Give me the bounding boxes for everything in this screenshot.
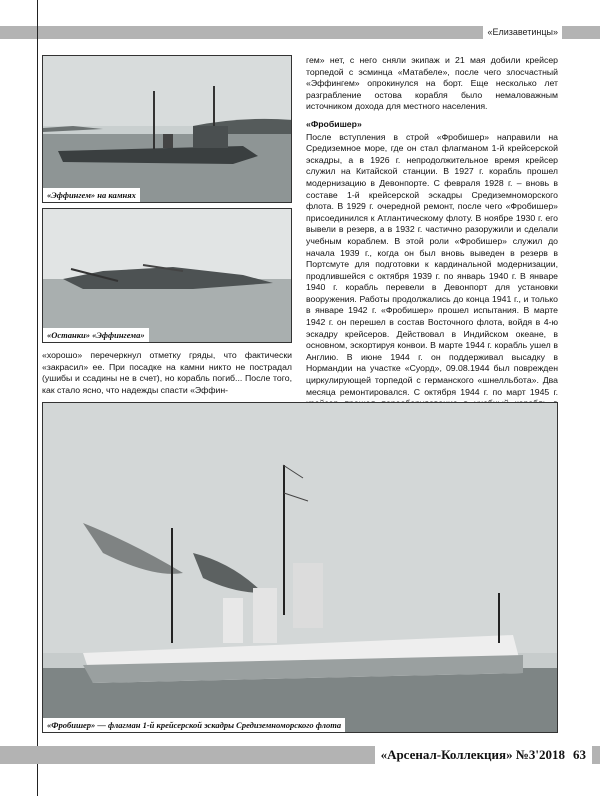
photo-effingham-rocks-image (43, 56, 292, 203)
photo-effingham-remains-image (43, 209, 292, 343)
left-column-text (42, 350, 292, 396)
caption-middle-photo: «Останки» «Эффингема» (43, 328, 149, 342)
page-number: 63 (573, 747, 586, 762)
photo-effingham-rocks (42, 55, 292, 203)
frobisher-history-paragraph: После вступления в строй «Фробишер» направили на Средиземное море, где он стал флагманом 1-й крейсерской эскадры, а в 1926 г. непродолжительное время крейсер служил на Китайской станции. В 1927 г. корабль прошел модернизацию в Девонпорте. С февраля 1928 г. – вновь в составе 1-й крейсерской эскадры Средиземноморского флота. В 1929 г. очередной ремонт, после чего «Фробишер» присоединился к Атлантическому флоту. В ноябре 1930 г. его вывели в резерв, а в 1932 г. частично разоружили и сделали учебным кораблем. В этой роли «Фробишер» служил до начала 1939 г., когда он был вновь выведен в резерв в Портсмуте для подготовки к кардинальной модернизации, продлившейся с октября 1939 г. по январь 1940 г. В январе 1940 г. корабль перевели в Девонпорт для установки вооружения. Работы продолжались до конца 1941 г., и только в январе 1942 г. «Фробишер» прошел испытания. В марте 1942 г. он перешел в состав Восточного флота, войдя в 4-ю эскадру крейсеров. Действовал в Индийском океане, в основном, эскортируя конвои. В марте 1944 г. корабль ушел в Англию. В июне 1944 г. он поддерживал высадку в Нормандии на участке «Суорд», 09.08.1944 был поврежден циркулирующей торпедой с германского «шнелльбота». Два месяца ремонтировался. С октября 1944 г. по март 1945 г. (306, 131, 558, 397)
caption-big-photo: «Фробишер» — флагман 1-й крейсерской эскадры Средиземноморского флота (43, 718, 345, 732)
caption-top-photo: «Эффингем» на камнях (43, 188, 140, 202)
photo-frobisher-image (43, 403, 558, 733)
header-bar (0, 26, 600, 39)
footer-bar (0, 746, 600, 764)
right-column-text (306, 55, 558, 445)
footer (375, 746, 592, 764)
left-paragraph: «хорошо» перечеркнул отметку гряды, что фактически «закрасил» ее. При посадке на камни никто не пострадал (ушибы и ссадины не в счет), но корабль погиб... После того, как стало ясно, что надежды спасти «Эффин- (42, 350, 292, 395)
section-label: «Елизаветинцы» (483, 26, 562, 39)
right-intro-paragraph: гем» нет, с него сняли экипаж и 21 мая добили крейсер торпедой с эсминца «Матабеле», после чего злосчастный «Эффингем» опрокинулся на борт. Еще несколько лет разграбление остова корабля было немаловажным источником дохода для местного населения. (306, 55, 558, 112)
margin-rule (37, 0, 38, 796)
section-title-frobisher: «Фробишер» (306, 118, 362, 129)
photo-frobisher (42, 402, 558, 733)
magazine-title: «Арсенал-Коллекция» №3'2018 (380, 747, 565, 762)
photo-effingham-remains (42, 208, 292, 343)
